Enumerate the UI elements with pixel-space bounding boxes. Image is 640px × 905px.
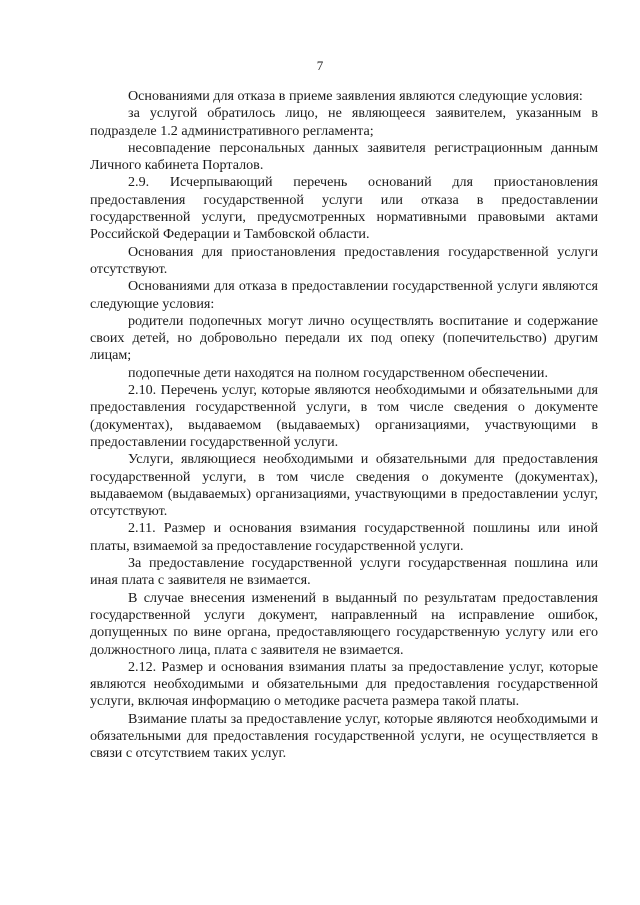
paragraph: 2.12. Размер и основания взимания платы за предоставление услуг, которые являются необходимыми и обязательными для предоставления государственной услуги, включая информацию о методике расчета размера такой платы. (90, 658, 598, 710)
paragraph: За предоставление государственной услуги государственная пошлина или иная плата с заявителя не взимается. (90, 555, 598, 589)
paragraph: 2.11. Размер и основания взимания государственной пошлины или иной платы, взимаемой за предоставление государственной услуги. (90, 520, 598, 554)
paragraph: Взимание платы за предоставление услуг, которые являются необходимыми и обязательными для предоставления государственной услуги, не осуществляется в связи с отсутствием таких услуг. (90, 710, 598, 762)
paragraph: Услуги, являющиеся необходимыми и обязательными для предоставления государственной услуги, в том числе сведения о документе (документах), выдаваемом (выдаваемых) организациями, участвующими в предоставлении услуг, отсутствуют. (90, 451, 598, 520)
paragraph: В случае внесения изменений в выданный по результатам предоставления государственной услуги документ, направленный на исправление ошибок, допущенных по вине органа, предоставляющего государственную услугу или его должностного лица, плата с заявителя не взимается. (90, 589, 598, 658)
paragraph: 2.10. Перечень услуг, которые являются необходимыми и обязательными для предоставления государственной услуги, в том числе сведения о документе (документах), выдаваемом (выдаваемых) организациями, участвующими в предоставлении государственной услуги. (90, 382, 598, 450)
paragraph: несовпадение персональных данных заявителя регистрационным данным Личного кабинета Порталов. (90, 139, 598, 174)
paragraph: за услугой обратилось лицо, не являющееся заявителем, указанным в подразделе 1.2 административного регламента; (90, 105, 598, 139)
page-number: 7 (316, 58, 324, 73)
document-body (90, 88, 598, 763)
paragraph: Основания для приостановления предоставления государственной услуги отсутствуют. (90, 243, 598, 277)
paragraph: подопечные дети находятся на полном государственном обеспечении. (128, 364, 549, 381)
paragraph: родители подопечных могут лично осуществлять воспитание и содержание своих детей, но добровольно передали их под опеку (попечительство) другим лицам; (90, 312, 598, 364)
paragraph: Основаниями для отказа в приеме заявления являются следующие условия: (128, 88, 583, 104)
paragraph: Основаниями для отказа в предоставлении государственной услуги являются следующие условия: (90, 278, 598, 312)
paragraph: 2.9. Исчерпывающий перечень оснований для приостановления предоставления государственной услуги или отказа в предоставлении государственной услуги, предусмотренных нормативными правовыми актами Российской Федерации и Тамбовской области. (90, 174, 598, 243)
